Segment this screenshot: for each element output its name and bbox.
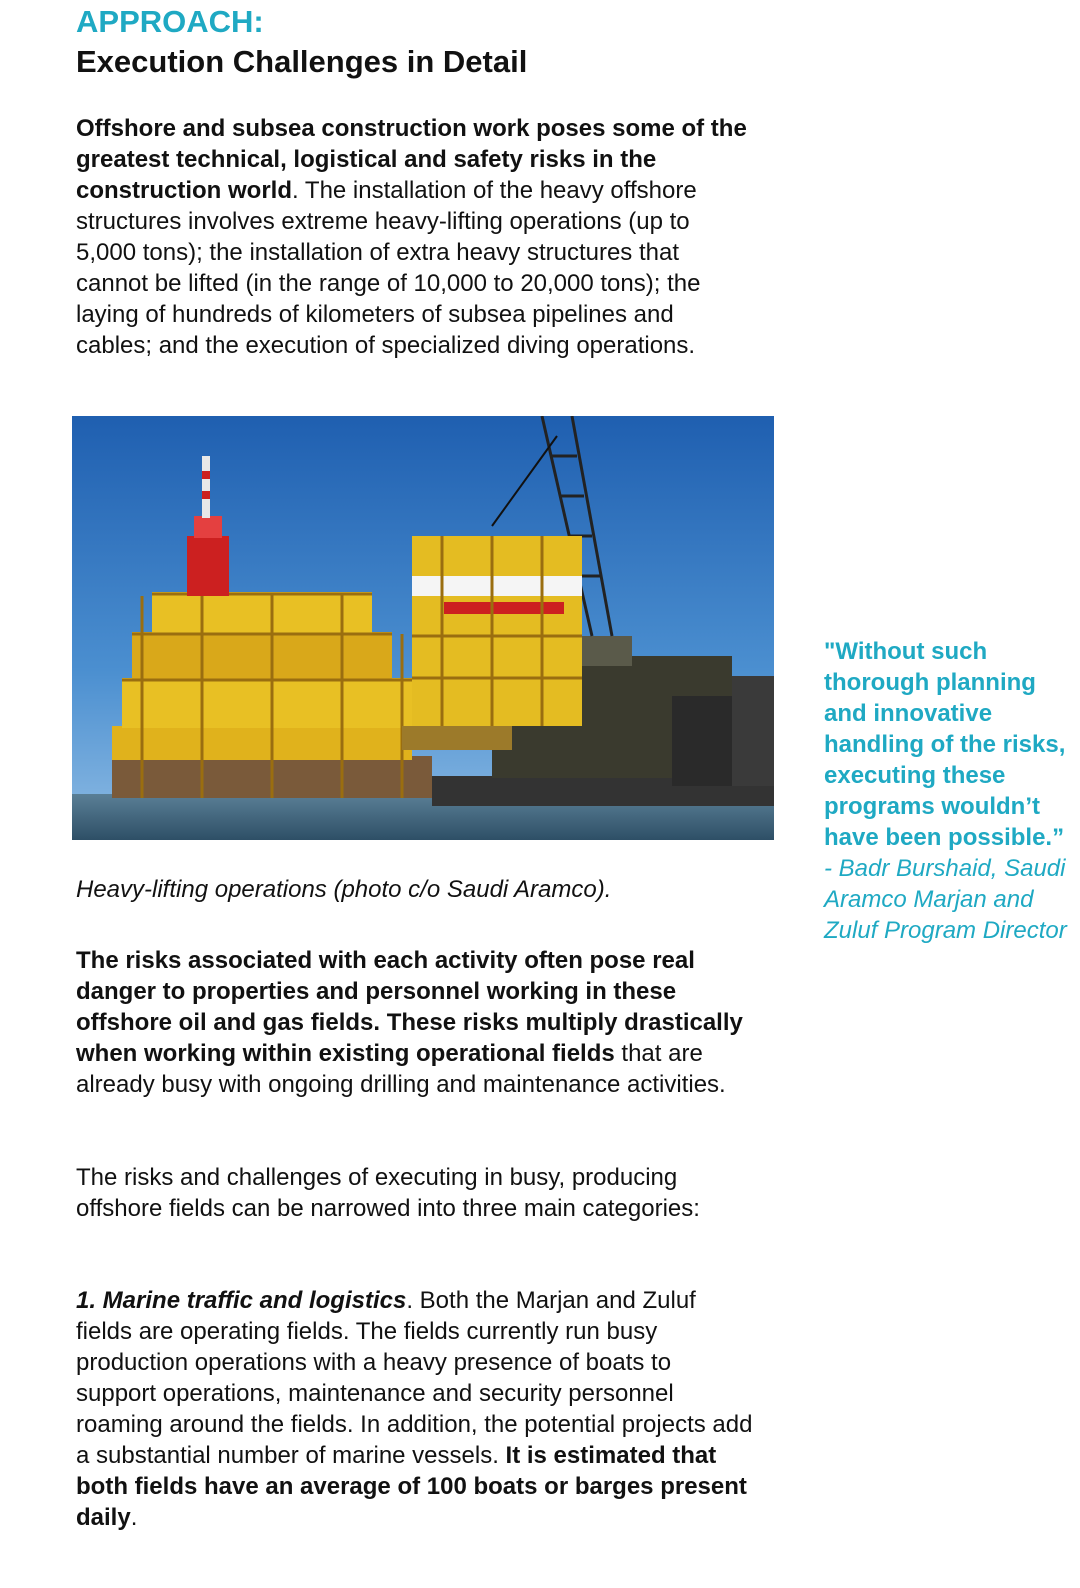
category-1-paragraph (76, 1285, 756, 1533)
heavy-lift-illustration (72, 416, 774, 840)
offshore-platform-photo (72, 416, 774, 840)
risks-paragraph (76, 945, 756, 1100)
section-kicker: APPROACH: (76, 4, 264, 39)
risks-body: that are already busy with ongoing drilling and maintenance activities. (76, 1040, 726, 1098)
intro-bold-lead: Offshore and subsea construction work poses some of the greatest technical, logistical and safety risks in the construction world (76, 115, 747, 204)
photo-caption: Heavy-lifting operations (photo c/o Saudi Aramco). (76, 876, 612, 903)
intro-body: . The installation of the heavy offshore structures involves extreme heavy-lifting operations (up to 5,000 tons); the installation of extra heavy structures that cannot be lifted (in the range of 10,000 to 20,000 tons); the laying of hundreds of kilometers of subsea pipelines and cables; and the execution of specialized diving operations. (76, 177, 701, 359)
category-1-end: . (130, 1504, 138, 1531)
category-1-body: . Both the Marjan and Zuluf fields are operating fields. The fields currently run busy production operations with a heavy presence of boats to support operations, maintenance and security personnel roaming around the fields. In addition, the potential projects add a substantial number of marine vessels. (76, 1287, 753, 1469)
page-title: Execution Challenges in Detail (76, 44, 528, 79)
category-1-heading: 1. Marine traffic and logistics (76, 1287, 407, 1314)
lifted-module (402, 536, 582, 750)
categories-intro: The risks and challenges of executing in busy, producing offshore fields can be narrowed into three main categories: (76, 1164, 700, 1222)
category-1-bold-tail: It is estimated that both fields have an average of 100 boats or barges present daily (76, 1442, 747, 1531)
intro-paragraph (76, 113, 756, 361)
quote-text: "Without such thorough planning and innovative handling of the risks, executing these programs wouldn’t have been possible.” (824, 638, 1066, 851)
pull-quote (824, 636, 1069, 946)
risks-bold-lead: The risks associated with each activity often pose real danger to properties and personnel working in these offshore oil and gas fields. These risks multiply drastically when working within existing operational fields (76, 947, 743, 1067)
quote-attribution: - Badr Burshaid, Saudi Aramco Marjan and Zuluf Program Director (824, 855, 1067, 944)
